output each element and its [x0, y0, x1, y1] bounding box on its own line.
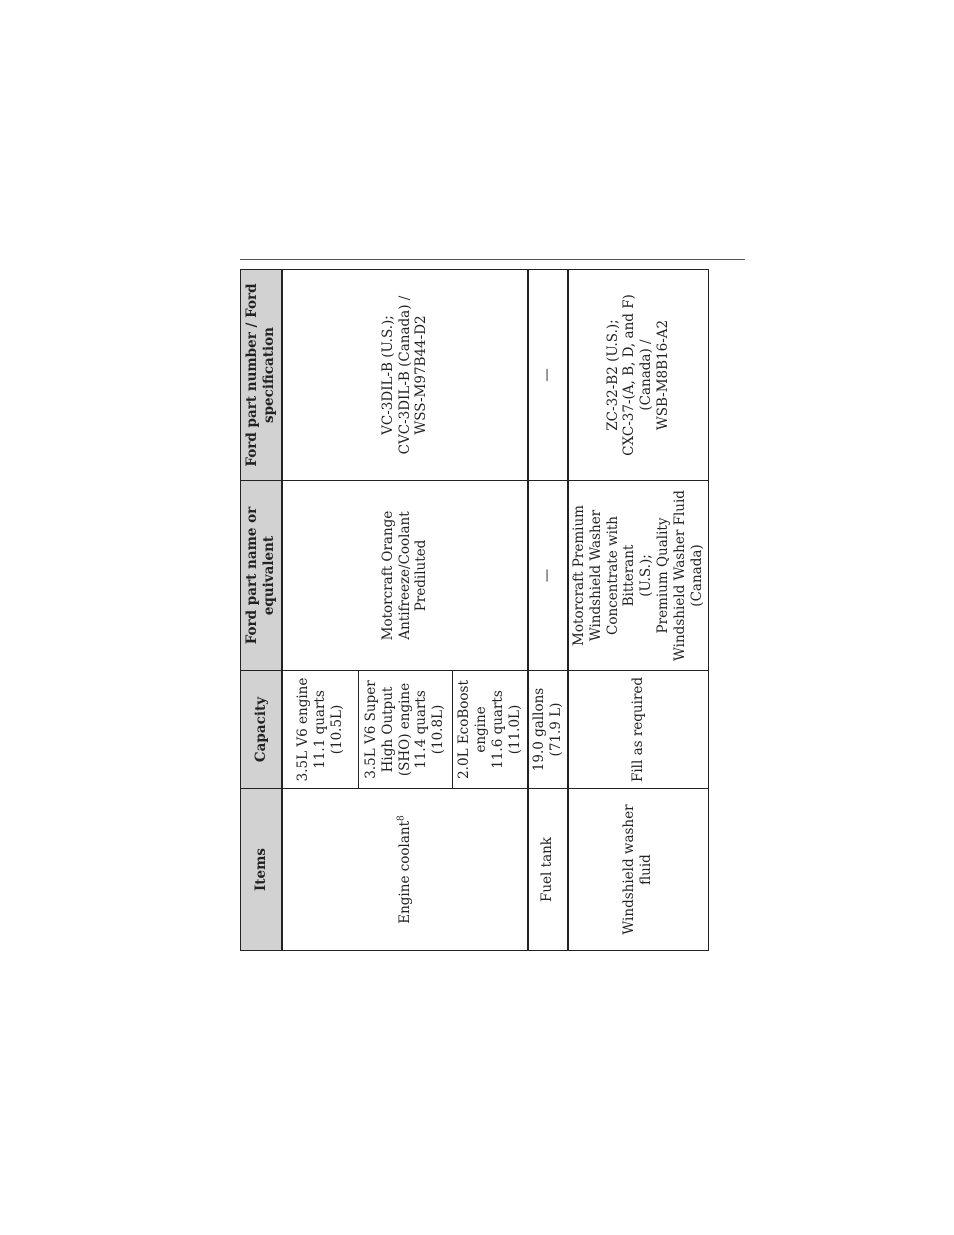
table-row [282, 270, 358, 951]
header-rule [240, 259, 745, 260]
header-row [241, 270, 283, 951]
engine-coolant-part-number: VC-3DIL-B (U.S.); CVC-3DIL-B (Canada) / WSS-M97B44-D2 [282, 270, 528, 481]
capacity-3-5l-v6: 3.5L V6 engine 11.1 quarts (10.5L) [282, 671, 358, 789]
table-row [568, 270, 709, 951]
fluid-capacity-table [240, 269, 709, 951]
capacity-2-0l-ecoboost: 2.0L EcoBoost engine 11.6 quarts (11.0L) [452, 671, 528, 789]
engine-coolant-part-name: Motorcraft Orange Antifreeze/Coolant Prediluted [282, 481, 528, 671]
fuel-tank-part-name: — [528, 481, 568, 671]
fuel-tank-part-number: — [528, 270, 568, 481]
footnote-marker: 8 [396, 815, 407, 821]
header-part-number: Ford part number / Ford specification [241, 270, 283, 481]
washer-fluid-part-name: Motorcraft Premium Windshield Washer Concentrate with Bitterant (U.S.); Premium Quality Windshield Washer Fluid (Canada) [568, 481, 709, 671]
header-part-name: Ford part name or equivalent [241, 481, 283, 671]
rotated-table-frame [240, 270, 705, 951]
capacity-3-5l-sho: 3.5L V6 Super High Output (SHO) engine 11.4 quarts (10.8L) [358, 671, 452, 789]
fuel-tank-item: Fuel tank [528, 789, 568, 951]
table-row [528, 270, 568, 951]
header-capacity: Capacity [241, 671, 283, 789]
washer-fluid-capacity: Fill as required [568, 671, 709, 789]
engine-coolant-item: Engine coolant$^8$ [282, 789, 528, 951]
washer-fluid-part-number: ZC-32-B2 (U.S.); CXC-37-(A, B, D, and F) (Canada) / WSB-M8B16-A2 [568, 270, 709, 481]
header-items: Items [241, 789, 283, 951]
fuel-tank-capacity: 19.0 gallons (71.9 L) [528, 671, 568, 789]
washer-fluid-item: Windshield washer fluid [568, 789, 709, 951]
